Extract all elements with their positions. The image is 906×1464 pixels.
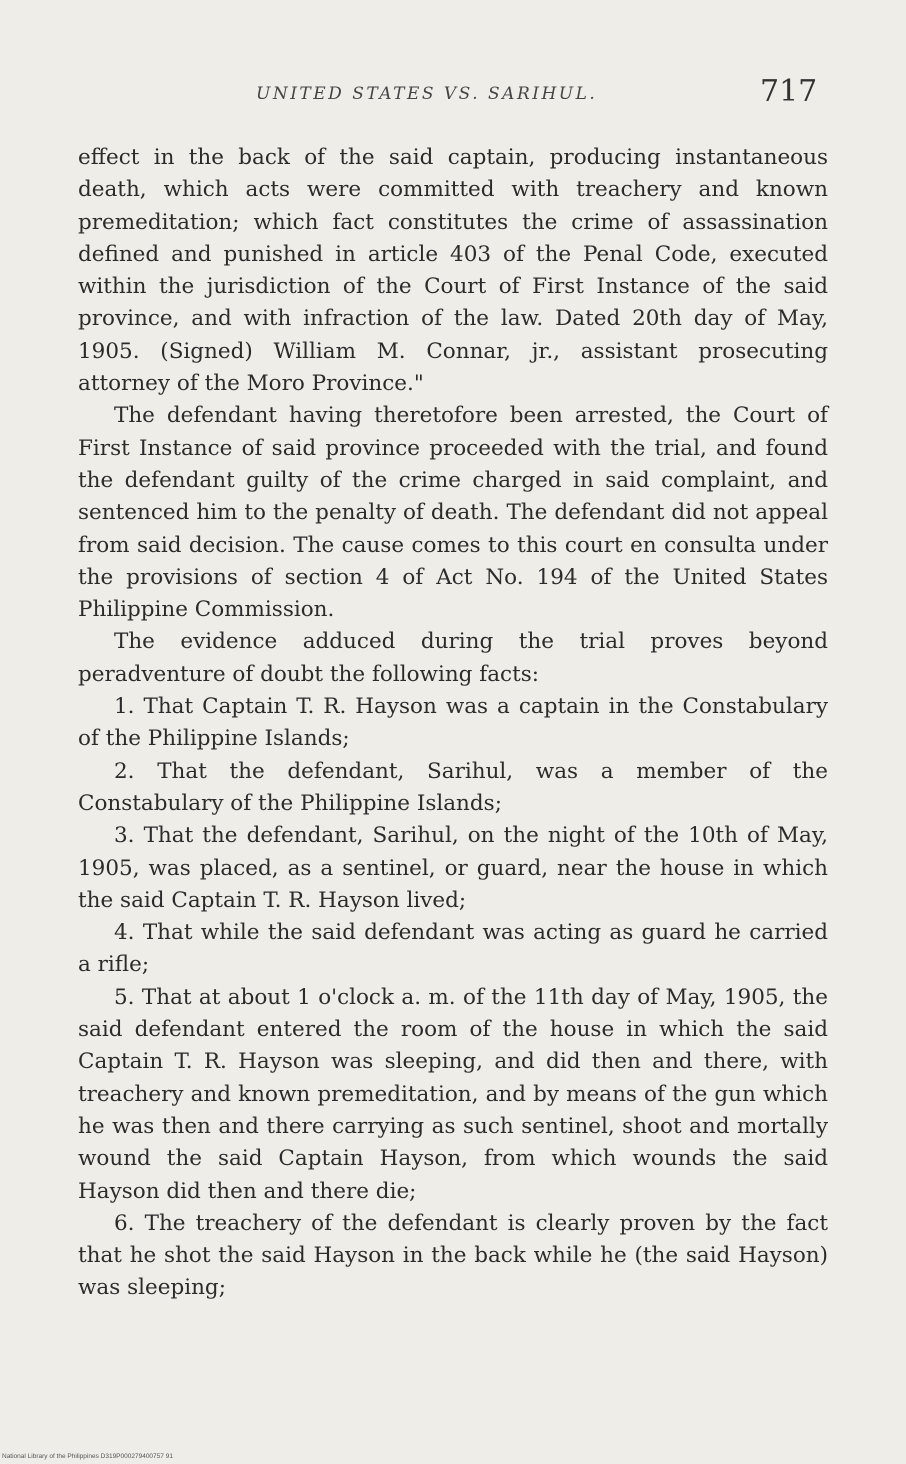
scan-stamp: National Library of the Philippines D319P000279400757 91 <box>2 1453 173 1460</box>
fact-item-1: 1. That Captain T. R. Hayson was a captain in the Constabulary of the Philippine Islands; <box>78 694 828 752</box>
body-text <box>78 142 828 1305</box>
fact-item-6: 6. The treachery of the defendant is clearly proven by the fact that he shot the said Hayson in the back while he (the said Hayson) was sleeping; <box>78 1210 828 1301</box>
page-number: 717 <box>760 74 818 109</box>
fact-item-2: 2. That the defendant, Sarihul, was a member of the Constabulary of the Philippine Islands; <box>78 758 828 816</box>
paragraph-evidence-intro: The evidence adduced during the trial proves beyond peradventure of doubt the following facts: <box>78 629 828 687</box>
fact-item-5: 5. That at about 1 o'clock a. m. of the 11th day of May, 1905, the said defendant entered the room of the house in which the said Captain T. R. Hayson was sleeping, and did then and there, with treachery and known premeditation, and by means of the gun which he was then and there carrying as such sentinel, shoot and mortally wound the said Captain Hayson, from which wounds the said Hayson did then and there die; <box>78 984 828 1204</box>
running-head: UNITED STATES VS. SARIHUL. <box>256 84 598 104</box>
paragraph-procedural-history: The defendant having theretofore been arrested, the Court of First Instance of said province proceeded with the trial, and found the defendant guilty of the crime charged in said complaint, and sentenced him to the penalty of death. The defendant did not appeal from said decision. The cause comes to this court en consulta under the provisions of section 4 of Act No. 194 of the United States Philippine Commission. <box>78 403 828 623</box>
fact-item-4: 4. That while the said defendant was acting as guard he carried a rifle; <box>78 920 828 978</box>
paragraph-complaint-continuation: effect in the back of the said captain, producing instantaneous death, which acts were committed with treachery and known premeditation; which fact constitutes the crime of assassination defined and punished in article 403 of the Penal Code, executed within the jurisdiction of the Court of First Instance of the said province, and with infraction of the law. Dated 20th day of May, 1905. (Signed) William M. Connar, jr., assistant prosecuting attorney of the Moro Province." <box>78 145 828 397</box>
fact-item-3: 3. That the defendant, Sarihul, on the night of the 10th of May, 1905, was placed, as a sentinel, or guard, near the house in which the said Captain T. R. Hayson lived; <box>78 823 828 913</box>
